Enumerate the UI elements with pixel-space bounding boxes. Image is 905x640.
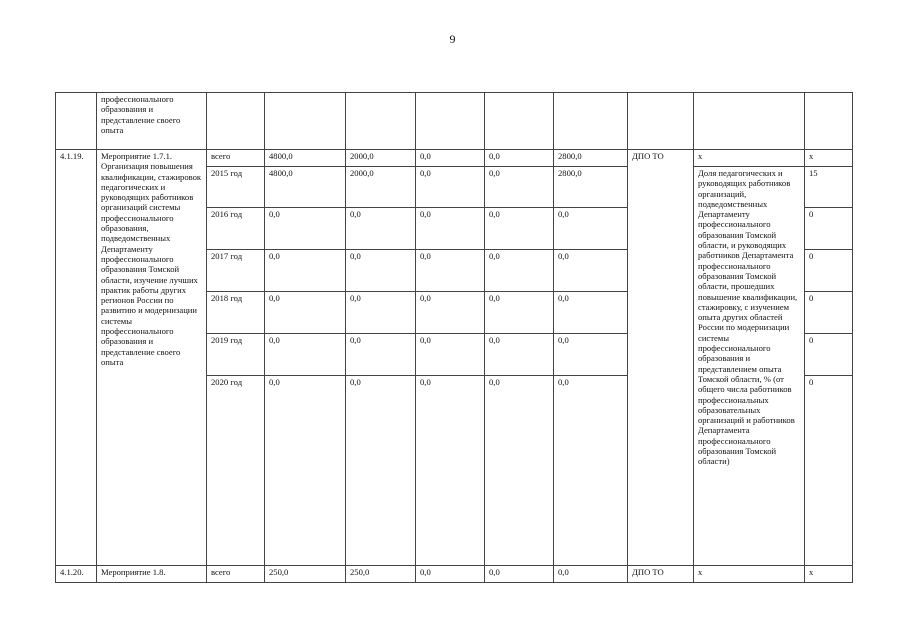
cell-description: профессионального образования и представление своего опыта <box>97 93 207 150</box>
total-value: 0,0 <box>265 376 346 566</box>
indicator-value: x <box>805 566 853 583</box>
regional-value: 0,0 <box>416 566 485 583</box>
extrabudget-value: 0,0 <box>554 334 628 376</box>
cell-federal <box>346 93 416 150</box>
cell-regional <box>416 93 485 150</box>
local-value: 0,0 <box>485 566 554 583</box>
executor: ДПО ТО <box>628 566 694 583</box>
activity-description: Мероприятие 1.7.1. Организация повышения квалификации, стажировок педагогических и руководящих работников организаций системы профессионального образования, подведомственных Департаменту профессионального образования Томской области, изучение лучших практик работы других регионов России по развитию и модернизации системы профессионального образования и представление своего опыта <box>97 150 207 566</box>
cell-extrabudget <box>554 93 628 150</box>
regional-value: 0,0 <box>416 167 485 208</box>
federal-value: 250,0 <box>346 566 416 583</box>
total-value: 0,0 <box>265 292 346 334</box>
federal-value: 0,0 <box>346 376 416 566</box>
total-value: 4800,0 <box>265 150 346 167</box>
period-label: 2018 год <box>207 292 265 334</box>
total-value: 4800,0 <box>265 167 346 208</box>
cell-period <box>207 93 265 150</box>
table-row <box>56 566 853 583</box>
indicator-value: 15 <box>805 167 853 208</box>
period-label: 2017 год <box>207 250 265 292</box>
local-value: 0,0 <box>485 334 554 376</box>
indicator-description: Доля педагогических и руководящих работников организаций, подведомственных Департаменту профессионального образования Томской области, и руководящих работников Департамента профессионального образования Томской области, прошедших повышение квалификации, стажировку, с изучением опыта других областей России по модернизации системы профессионального образования и представлением опыта Томской области, % (от общего числа работников профессиональных образовательных организаций и работников Департамента профессионального образования Томской области) <box>694 167 805 566</box>
total-value: 0,0 <box>265 334 346 376</box>
extrabudget-value: 0,0 <box>554 566 628 583</box>
indicator-value: x <box>805 150 853 167</box>
local-value: 0,0 <box>485 208 554 250</box>
period-label: 2020 год <box>207 376 265 566</box>
federal-value: 0,0 <box>346 208 416 250</box>
cell-local <box>485 93 554 150</box>
local-value: 0,0 <box>485 376 554 566</box>
indicator-value: 0 <box>805 292 853 334</box>
federal-value: 0,0 <box>346 292 416 334</box>
total-value: 0,0 <box>265 250 346 292</box>
extrabudget-value: 2800,0 <box>554 150 628 167</box>
total-value: 250,0 <box>265 566 346 583</box>
local-value: 0,0 <box>485 167 554 208</box>
continuation-row <box>56 93 853 150</box>
period-label: 2015 год <box>207 167 265 208</box>
activity-description: Мероприятие 1.8. <box>97 566 207 583</box>
federal-value: 0,0 <box>346 250 416 292</box>
indicator-value: 0 <box>805 208 853 250</box>
cell-indicator <box>694 93 805 150</box>
cell-executor <box>628 93 694 150</box>
total-value: 0,0 <box>265 208 346 250</box>
local-value: 0,0 <box>485 250 554 292</box>
extrabudget-value: 0,0 <box>554 250 628 292</box>
federal-value: 0,0 <box>346 334 416 376</box>
local-value: 0,0 <box>485 150 554 167</box>
cell-total <box>265 93 346 150</box>
indicator-top: x <box>694 150 805 167</box>
cell-indicator-value <box>805 93 853 150</box>
row-number: 4.1.20. <box>56 566 97 583</box>
regional-value: 0,0 <box>416 250 485 292</box>
row-number: 4.1.19. <box>56 150 97 566</box>
indicator-value: 0 <box>805 334 853 376</box>
period-label: всего <box>207 150 265 167</box>
indicator-value: 0 <box>805 250 853 292</box>
regional-value: 0,0 <box>416 150 485 167</box>
cell-number <box>56 93 97 150</box>
regional-value: 0,0 <box>416 334 485 376</box>
extrabudget-value: 0,0 <box>554 292 628 334</box>
page-number: 9 <box>449 32 456 46</box>
executor: ДПО ТО <box>628 150 694 566</box>
period-label: 2016 год <box>207 208 265 250</box>
extrabudget-value: 2800,0 <box>554 167 628 208</box>
federal-value: 2000,0 <box>346 167 416 208</box>
period-label: всего <box>207 566 265 583</box>
indicator-description: x <box>694 566 805 583</box>
regional-value: 0,0 <box>416 208 485 250</box>
period-label: 2019 год <box>207 334 265 376</box>
indicator-value: 0 <box>805 376 853 566</box>
regional-value: 0,0 <box>416 376 485 566</box>
extrabudget-value: 0,0 <box>554 376 628 566</box>
table-row <box>56 150 853 167</box>
regional-value: 0,0 <box>416 292 485 334</box>
extrabudget-value: 0,0 <box>554 208 628 250</box>
federal-value: 2000,0 <box>346 150 416 167</box>
local-value: 0,0 <box>485 292 554 334</box>
program-table <box>55 92 853 583</box>
